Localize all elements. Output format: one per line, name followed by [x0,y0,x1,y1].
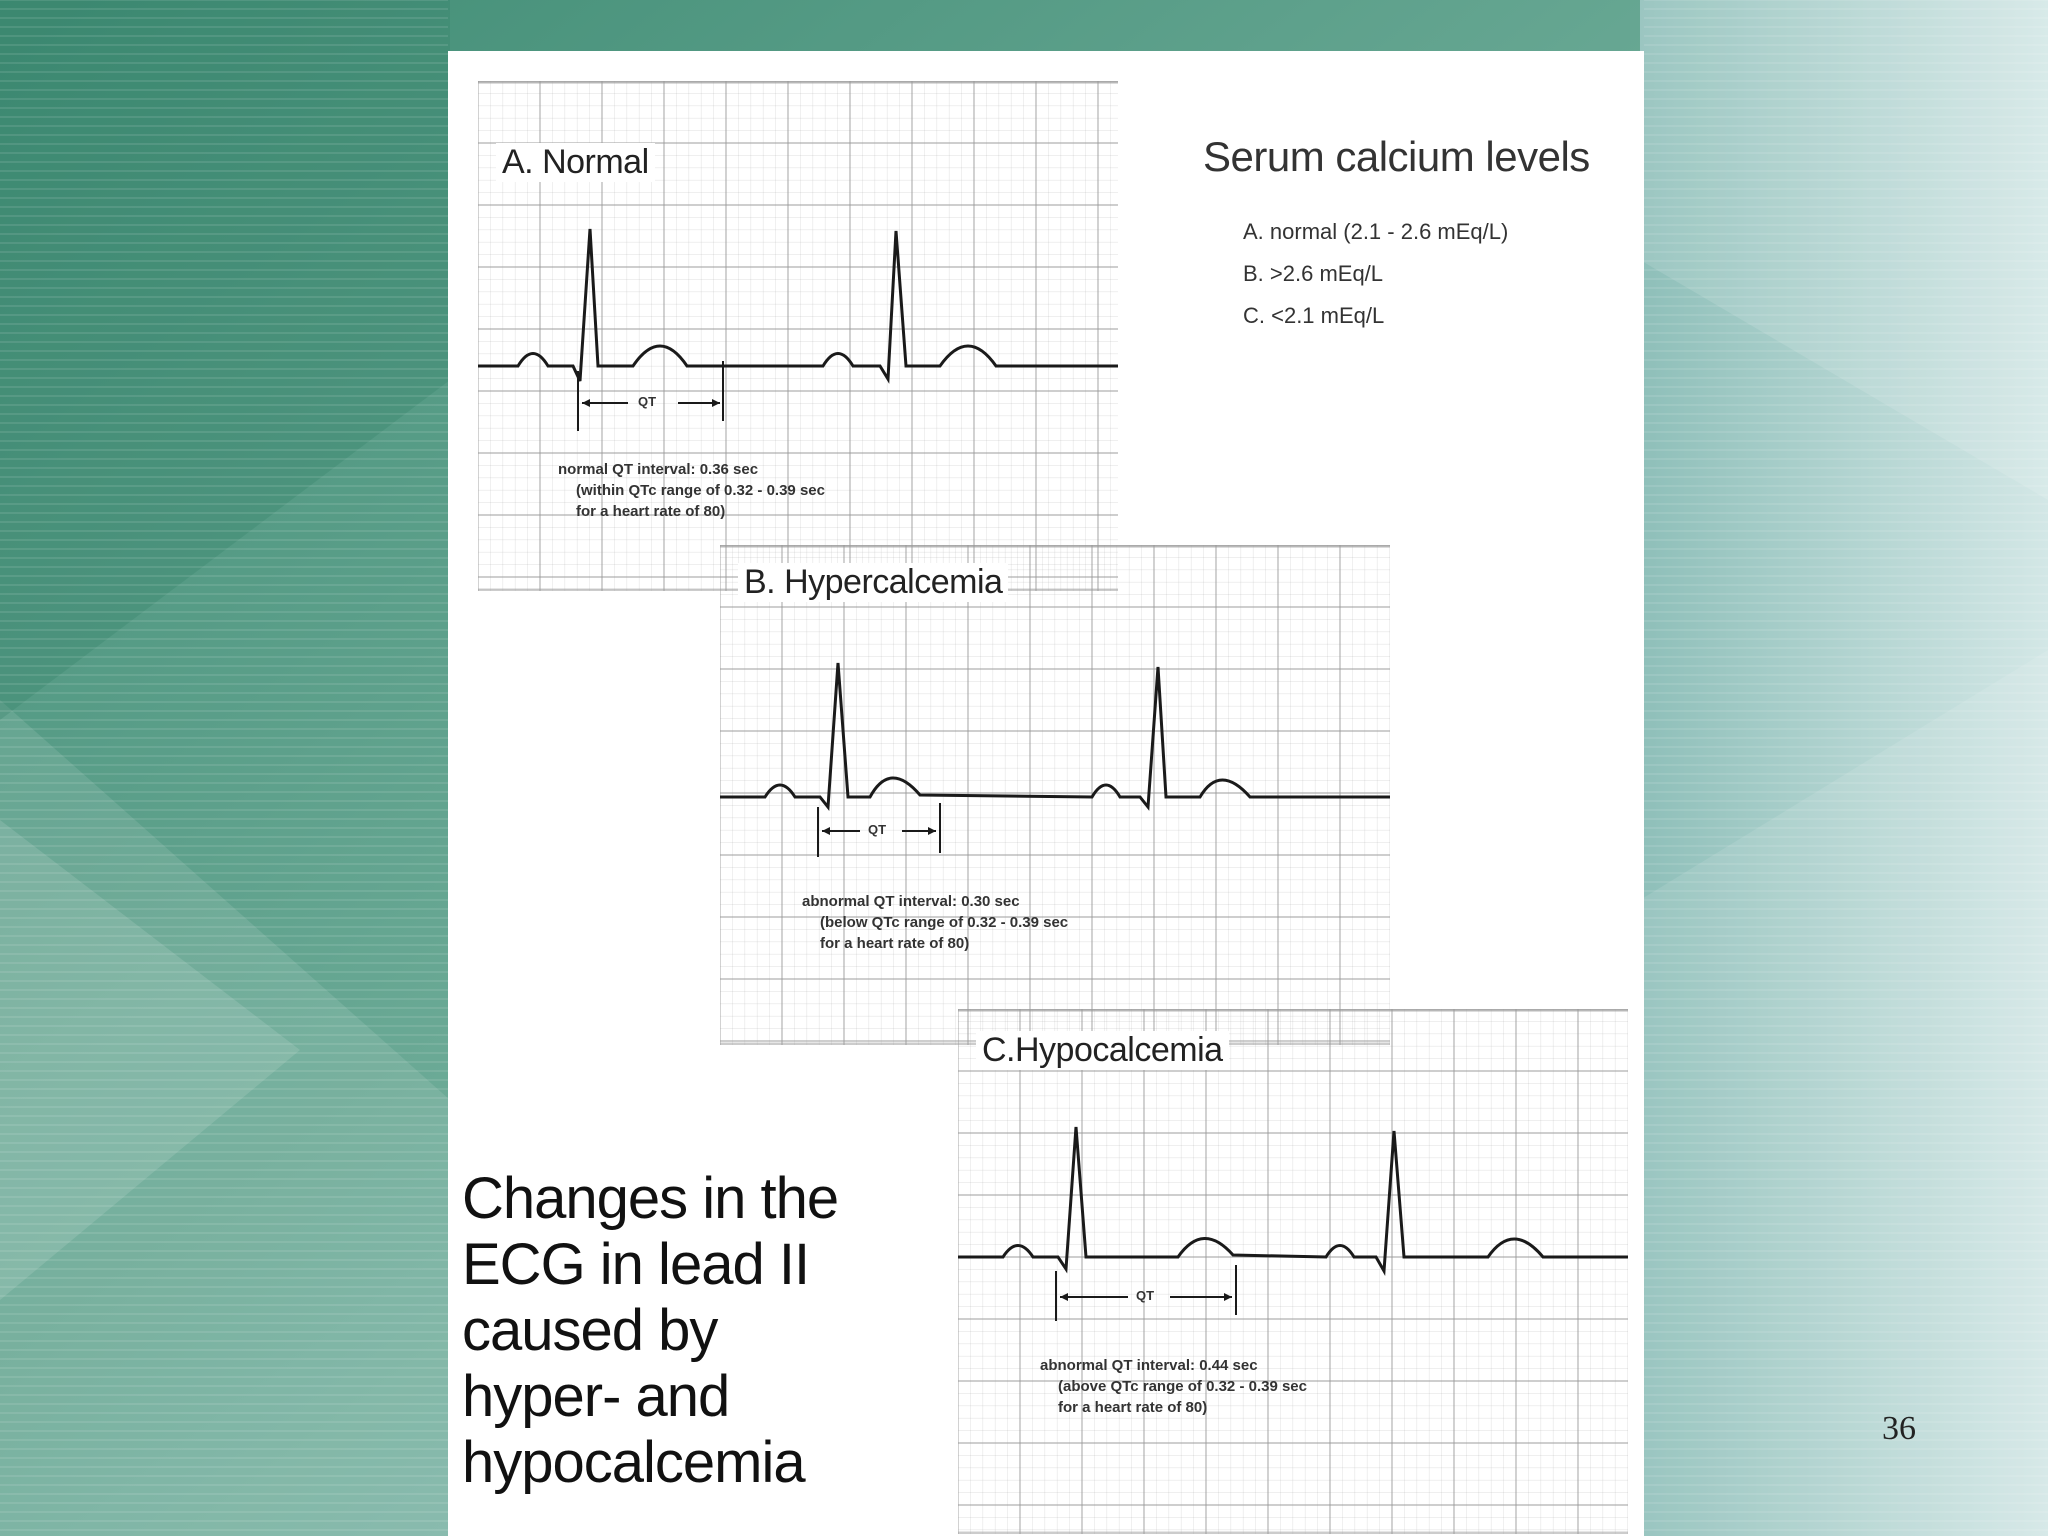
ecg-trace-hyper [720,545,1390,1045]
legend-list [1243,211,1508,337]
panel-title-hypo: C.Hypocalcemia [976,1031,1229,1070]
slide-title-line-3: caused by [462,1298,718,1363]
slide-title-line-4: hyper- and [462,1364,730,1429]
caption-hyper-line-3: for a heart rate of 80) [820,935,970,952]
ecg-waveform-hyper [720,663,1390,807]
qt-label-hypo: QT [1136,1288,1155,1303]
caption-normal-line-1: normal QT interval: 0.36 sec [558,461,759,478]
panel-title-normal: A. Normal [496,143,655,182]
slide-title-line-5: hypocalcemia [462,1430,805,1495]
caption-hyper [802,891,1068,954]
caption-hypo-line-1: abnormal QT interval: 0.44 sec [1040,1357,1258,1374]
panel-title-hyper: B. Hypercalcemia [738,563,1008,602]
page-number: 36 [1882,1410,1916,1447]
caption-normal [558,459,825,522]
caption-hypo [1040,1355,1307,1418]
caption-hyper-line-2: (below QTc range of 0.32 - 0.39 sec [820,914,1069,931]
ecg-panel-hypo [958,1009,1628,1534]
qt-label-normal: QT [638,394,657,409]
slide-title-line-2: ECG in lead II [462,1232,810,1297]
qt-label-hyper: QT [868,822,887,837]
ecg-trace-hypo [958,1009,1628,1534]
slide-content [448,51,1644,1536]
caption-normal-line-3: for a heart rate of 80) [576,503,726,520]
caption-hypo-line-2: (above QTc range of 0.32 - 0.39 sec [1058,1378,1307,1395]
slide-title-line-1: Changes in the [462,1166,839,1231]
legend-item-normal: A. normal (2.1 - 2.6 mEq/L) [1243,219,1509,244]
caption-hypo-line-3: for a heart rate of 80) [1058,1399,1208,1416]
ecg-waveform-normal [478,229,1118,381]
ecg-panel-normal [478,81,1118,591]
caption-normal-line-2: (within QTc range of 0.32 - 0.39 sec [576,482,825,499]
legend-title: Serum calcium levels [1203,133,1590,180]
ecg-panel-hyper [720,545,1390,1045]
legend-item-hyper: B. >2.6 mEq/L [1243,261,1384,286]
ecg-waveform-hypo [958,1127,1628,1271]
caption-hyper-line-1: abnormal QT interval: 0.30 sec [802,893,1020,910]
legend-item-hypo: C. <2.1 mEq/L [1243,303,1385,328]
slide-title [462,1166,902,1496]
